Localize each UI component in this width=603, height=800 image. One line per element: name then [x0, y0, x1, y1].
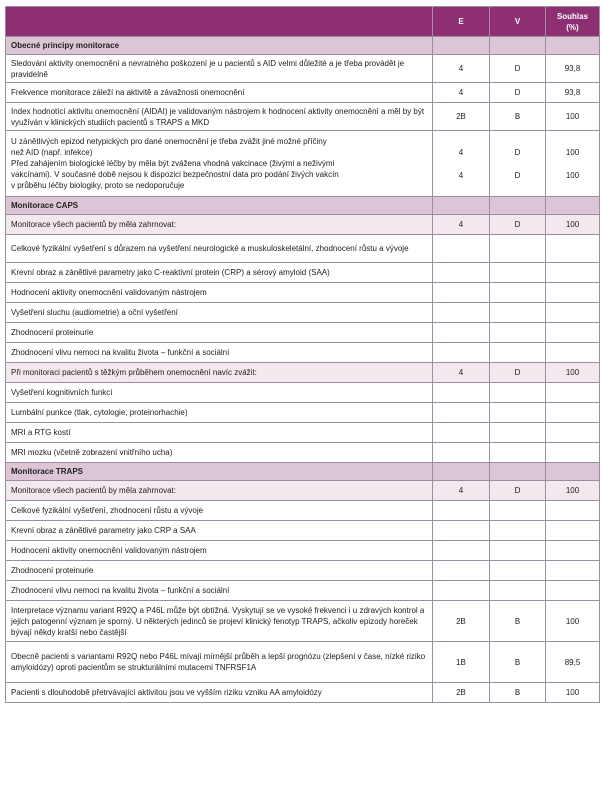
table-row — [6, 443, 600, 463]
table-row — [6, 215, 600, 235]
table-row-combined — [6, 131, 600, 197]
row-v — [490, 561, 546, 581]
row-souhlas: 100 — [546, 683, 600, 703]
table-row — [6, 235, 600, 263]
row-e — [433, 521, 490, 541]
value-v1: D — [514, 147, 521, 157]
row-souhlas — [546, 561, 600, 581]
section-header-row — [6, 463, 600, 481]
row-e — [433, 423, 490, 443]
header-souhlas: Souhlas (%) — [546, 7, 600, 37]
row-v: B — [490, 683, 546, 703]
table-row — [6, 683, 600, 703]
header-v: V — [490, 7, 546, 37]
table-row — [6, 323, 600, 343]
row-e: 4 — [433, 215, 490, 235]
row-v: D — [490, 215, 546, 235]
row-souhlas — [546, 541, 600, 561]
row-souhlas — [546, 383, 600, 403]
row-souhlas — [546, 443, 600, 463]
table-row — [6, 581, 600, 601]
value-s1: 100 — [565, 147, 580, 157]
row-v: D — [490, 83, 546, 103]
section-title: Monitorace TRAPS — [6, 463, 433, 481]
table-row — [6, 403, 600, 423]
text-line: než AID (např. infekce) — [11, 148, 93, 157]
row-text: Sledování aktivity onemocnění a nevratného poškození je u pacientů s AID velmi důležité a je třeba provádět je pravidelně — [6, 55, 433, 83]
row-text: Krevní obraz a zánětlivé parametry jako CRP a SAA — [6, 521, 433, 541]
row-v: D — [490, 481, 546, 501]
table-row — [6, 481, 600, 501]
table-row — [6, 103, 600, 131]
table-row — [6, 601, 600, 642]
row-text: Celkové fyzikální vyšetření, zhodnocení růstu a vývoje — [6, 501, 433, 521]
table-body — [6, 37, 600, 703]
row-e — [433, 561, 490, 581]
row-v — [490, 403, 546, 423]
row-e — [433, 323, 490, 343]
table-row — [6, 363, 600, 383]
table-row — [6, 642, 600, 683]
value-s2: 100 — [565, 170, 580, 180]
table-row — [6, 521, 600, 541]
row-text-combined — [6, 131, 433, 197]
row-souhlas — [546, 403, 600, 423]
row-text: Obecně pacienti s variantami R92Q nebo P46L mívají mírnější průběh a lepší prognózu (zlepšení v čase, nízké riziko amyloidózy) oproti pacientům se strukturálními mutacemi TNFRSF1A — [6, 642, 433, 683]
row-text: Monitorace všech pacientů by měla zahrnovat: — [6, 481, 433, 501]
row-v: B — [490, 103, 546, 131]
section-title: Monitorace CAPS — [6, 197, 433, 215]
row-v — [490, 235, 546, 263]
row-text: Zhodnocení vlivu nemoci na kvalitu života – funkční a sociální — [6, 581, 433, 601]
row-text: Zhodnocení proteinurie — [6, 561, 433, 581]
value-e1: 4 — [458, 147, 464, 157]
row-souhlas — [546, 283, 600, 303]
header-e: E — [433, 7, 490, 37]
row-v: D — [490, 363, 546, 383]
row-e: 4 — [433, 481, 490, 501]
row-e: 4 — [433, 83, 490, 103]
table-row — [6, 283, 600, 303]
row-e: 2B — [433, 683, 490, 703]
row-souhlas — [546, 501, 600, 521]
row-v — [490, 131, 546, 197]
row-e — [433, 581, 490, 601]
row-souhlas — [546, 521, 600, 541]
row-v — [490, 263, 546, 283]
table-row — [6, 55, 600, 83]
value-e2: 4 — [458, 170, 464, 180]
row-v: B — [490, 642, 546, 683]
row-v: D — [490, 55, 546, 83]
table-row — [6, 383, 600, 403]
row-e — [433, 283, 490, 303]
row-souhlas: 100 — [546, 601, 600, 642]
row-souhlas: 93,8 — [546, 55, 600, 83]
row-e — [433, 235, 490, 263]
text-line: vakcínami). V současné době nejsou k dispozici bezpečnostní data pro podání živých vakcín — [11, 170, 339, 179]
row-e: 2B — [433, 103, 490, 131]
table-row — [6, 501, 600, 521]
row-v — [490, 443, 546, 463]
row-e: 1B — [433, 642, 490, 683]
table-row — [6, 303, 600, 323]
row-e — [433, 501, 490, 521]
row-text: MRI mozku (včetně zobrazení vnitřního ucha) — [6, 443, 433, 463]
row-text: Zhodnocení proteinurie — [6, 323, 433, 343]
row-text: Vyšetření kognitivních funkcí — [6, 383, 433, 403]
row-text: Frekvence monitorace záleží na aktivitě a závažnosti onemocnění — [6, 83, 433, 103]
row-e: 4 — [433, 363, 490, 383]
row-text: Index hodnotící aktivitu onemocnění (AIDAI) je validovaným nástrojem k hodnocení aktivity onemocnění a měl by být využíván v klinických studiích pacientů s TRAPS a MKD — [6, 103, 433, 131]
row-text: Monitorace všech pacientů by měla zahrnovat: — [6, 215, 433, 235]
row-v — [490, 541, 546, 561]
row-e — [433, 541, 490, 561]
header-blank-cell — [6, 7, 433, 37]
row-e — [433, 343, 490, 363]
section-title: Obecné principy monitorace — [6, 37, 433, 55]
row-souhlas — [546, 343, 600, 363]
row-e — [433, 403, 490, 423]
row-v — [490, 323, 546, 343]
row-e: 4 — [433, 55, 490, 83]
text-line: v průběhu léčby biologiky, proto se nedoporučuje — [11, 181, 185, 190]
row-text: Celkové fyzikální vyšetření s důrazem na vyšetření neurologické a muskuloskeletální, zhodnocení růstu a vývoje — [6, 235, 433, 263]
row-v — [490, 521, 546, 541]
row-souhlas — [546, 263, 600, 283]
row-v — [490, 383, 546, 403]
table-row — [6, 343, 600, 363]
row-e — [433, 303, 490, 323]
row-souhlas: 100 — [546, 103, 600, 131]
table-row — [6, 83, 600, 103]
row-v — [490, 343, 546, 363]
row-text: MRI a RTG kostí — [6, 423, 433, 443]
row-souhlas — [546, 303, 600, 323]
row-souhlas — [546, 423, 600, 443]
table-row — [6, 541, 600, 561]
row-v: B — [490, 601, 546, 642]
row-v — [490, 283, 546, 303]
row-text: Interpretace významu variant R92Q a P46L může být obtížná. Vyskytují se ve vysoké frekvenci i u zdravých kontrol a jejich patogenní význam je sporný. U některých jedinců se projeví klinický fenotyp TRAPS, ačkoliv epizody horeček bývají někdy kratší nebo častější — [6, 601, 433, 642]
recommendations-table-wrapper — [5, 6, 599, 703]
row-souhlas: 93,8 — [546, 83, 600, 103]
row-text: Krevní obraz a zánětlivé parametry jako C-reaktivní protein (CRP) a sérový amyloid (SAA) — [6, 263, 433, 283]
row-text: Zhodnocení vlivu nemoci na kvalitu života – funkční a sociální — [6, 343, 433, 363]
row-v — [490, 303, 546, 323]
row-text: Hodnocení aktivity onemocnění validovaným nástrojem — [6, 283, 433, 303]
row-text: Při monitoraci pacientů s těžkým průběhem onemocnění navíc zvážit: — [6, 363, 433, 383]
row-e: 2B — [433, 601, 490, 642]
table-row — [6, 561, 600, 581]
section-header-row — [6, 197, 600, 215]
row-e — [433, 263, 490, 283]
table-row — [6, 423, 600, 443]
row-souhlas: 100 — [546, 481, 600, 501]
row-text: Hodnocení aktivity onemocnění validovaným nástrojem — [6, 541, 433, 561]
row-e — [433, 383, 490, 403]
row-text: Vyšetření sluchu (audiometrie) a oční vyšetření — [6, 303, 433, 323]
row-v — [490, 423, 546, 443]
row-v — [490, 581, 546, 601]
text-line: U zánětlivých epizod netypických pro dané onemocnění je třeba zvážit jiné možné příčiny — [11, 137, 327, 146]
row-souhlas — [546, 581, 600, 601]
row-v — [490, 501, 546, 521]
section-header-row — [6, 37, 600, 55]
row-souhlas — [546, 323, 600, 343]
row-text: Pacienti s dlouhodobě přetrvávající aktivitou jsou ve vyšším riziku vzniku AA amyloidózy — [6, 683, 433, 703]
value-v2: D — [514, 170, 521, 180]
row-souhlas — [546, 131, 600, 197]
row-souhlas — [546, 235, 600, 263]
row-text: Lumbální punkce (tlak, cytologie, proteinorhachie) — [6, 403, 433, 423]
row-souhlas: 100 — [546, 363, 600, 383]
row-e — [433, 131, 490, 197]
row-e — [433, 443, 490, 463]
table-header-row — [6, 7, 600, 37]
row-souhlas: 100 — [546, 215, 600, 235]
recommendations-table — [5, 6, 600, 703]
table-row — [6, 263, 600, 283]
text-line: Před zahájením biologické léčby by měla být zvážena vhodná vakcinace (živými a neživými — [11, 159, 335, 168]
row-souhlas: 89,5 — [546, 642, 600, 683]
